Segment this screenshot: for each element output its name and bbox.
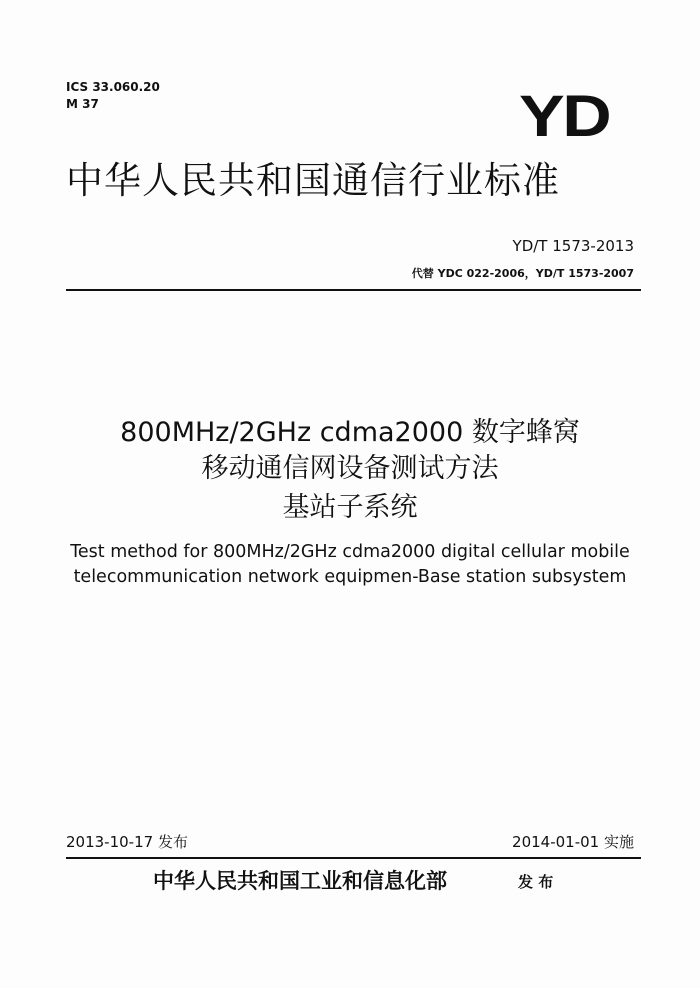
top-divider xyxy=(66,289,641,291)
title-en-line1: Test method for 800MHz/2GHz cdma2000 digital cellular mobile xyxy=(70,542,630,562)
standard-category-title: 中华人民共和国通信行业标准 xyxy=(66,159,560,202)
issue-date: 2013-10-17 发布 xyxy=(66,833,188,851)
bottom-divider xyxy=(66,857,641,859)
title-cn-line3: 基站子系统 xyxy=(282,492,418,523)
ics-code: ICS 33.060.20 xyxy=(66,80,160,94)
replaces-note: 代替 YDC 022-2006，YD/T 1573-2007 xyxy=(411,267,634,280)
yd-logo: YD xyxy=(519,84,610,149)
publish-label: 发 布 xyxy=(518,873,554,891)
publisher-name: 中华人民共和国工业和信息化部 xyxy=(153,869,447,893)
title-cn-line1: 800MHz/2GHz cdma2000 数字蜂窝 xyxy=(120,417,580,448)
classification-code: M 37 xyxy=(66,97,99,111)
implementation-date: 2014-01-01 实施 xyxy=(512,833,634,851)
title-en-line2: telecommunication network equipmen-Base station subsystem xyxy=(73,567,627,587)
title-cn-line2: 移动通信网设备测试方法 xyxy=(201,453,499,484)
standard-number: YD/T 1573-2013 xyxy=(512,237,634,255)
